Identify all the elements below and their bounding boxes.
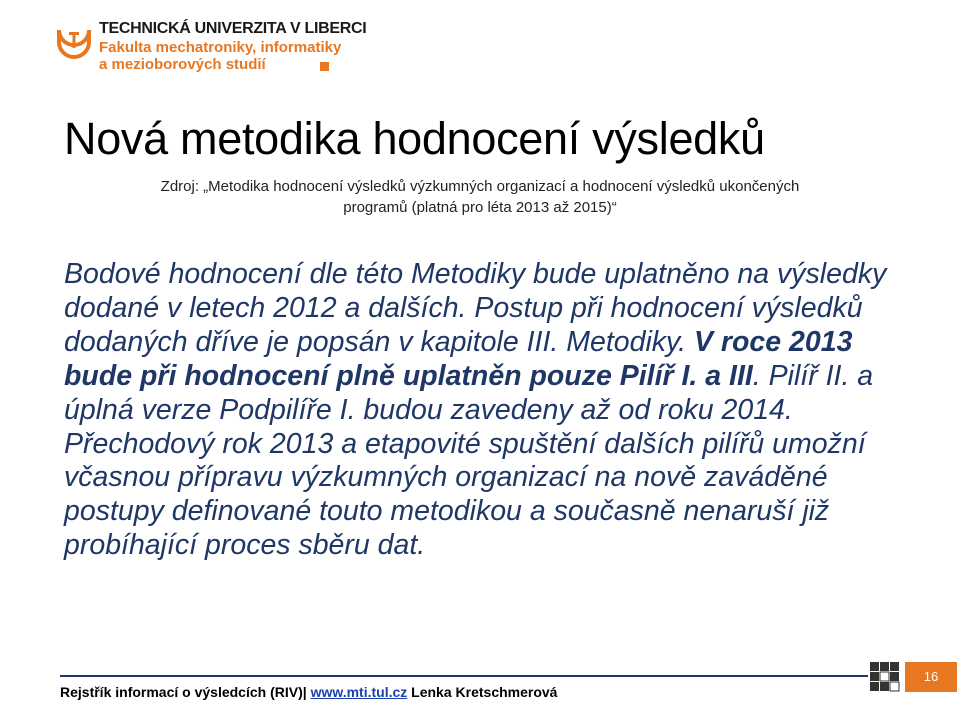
university-logo	[55, 18, 367, 78]
page-number: 16	[905, 662, 957, 692]
university-name: TECHNICKÁ UNIVERZITA V LIBERCI	[99, 20, 367, 37]
grid-logo-icon	[870, 662, 900, 692]
footer-website-link[interactable]: www.mti.tul.cz	[310, 684, 408, 700]
body-text-emphasis: V roce 2013 bude při hodnocení plně uplatněn pouze Pilíř I. a III	[64, 325, 853, 392]
slide-body	[64, 258, 904, 563]
source-note	[0, 176, 960, 218]
faculty-line-1: Fakulta mechatroniky, informatiky	[99, 39, 342, 56]
footer-author: Lenka Kretschmerová	[411, 684, 558, 700]
footer-divider	[60, 675, 868, 677]
source-line-2: programů (platná pro léta 2013 až 2015)“	[343, 199, 617, 216]
faculty-name	[99, 39, 341, 73]
source-line-1: Zdroj: „Metodika hodnocení výsledků výzkumných organizací a hodnocení výsledků ukončených	[160, 178, 800, 195]
tul-logo-icon	[55, 22, 93, 60]
faculty-line-2: a mezioborových studií	[99, 56, 266, 73]
footer-label: Rejstřík informací o výsledcích (RIV)	[60, 684, 303, 700]
footer	[60, 684, 557, 700]
body-text-part-1: Bodové hodnocení dle této Metodiky bude uplatněno na výsledky dodané v letech 2012 a dalších. Postup při hodnocení výsledků dodaných dříve je popsán v kapitole III. Metodiky.	[64, 258, 887, 358]
footer-separator: |	[302, 684, 307, 700]
body-text-part-2: . Pilíř II. a úplná verze Podpilíře I. budou zavedeny až od roku 2014. Přechodový rok 2013 a etapovité spuštění dalších pilířů umožní včasnou přípravu výzkumných organizací na nově zaváděné postupy definované touto metodikou a současně nenaruší již probíhající proces sběru dat.	[64, 359, 874, 562]
slide-title: Nová metodika hodnocení výsledků	[64, 113, 765, 164]
logo-accent-square	[320, 62, 329, 71]
